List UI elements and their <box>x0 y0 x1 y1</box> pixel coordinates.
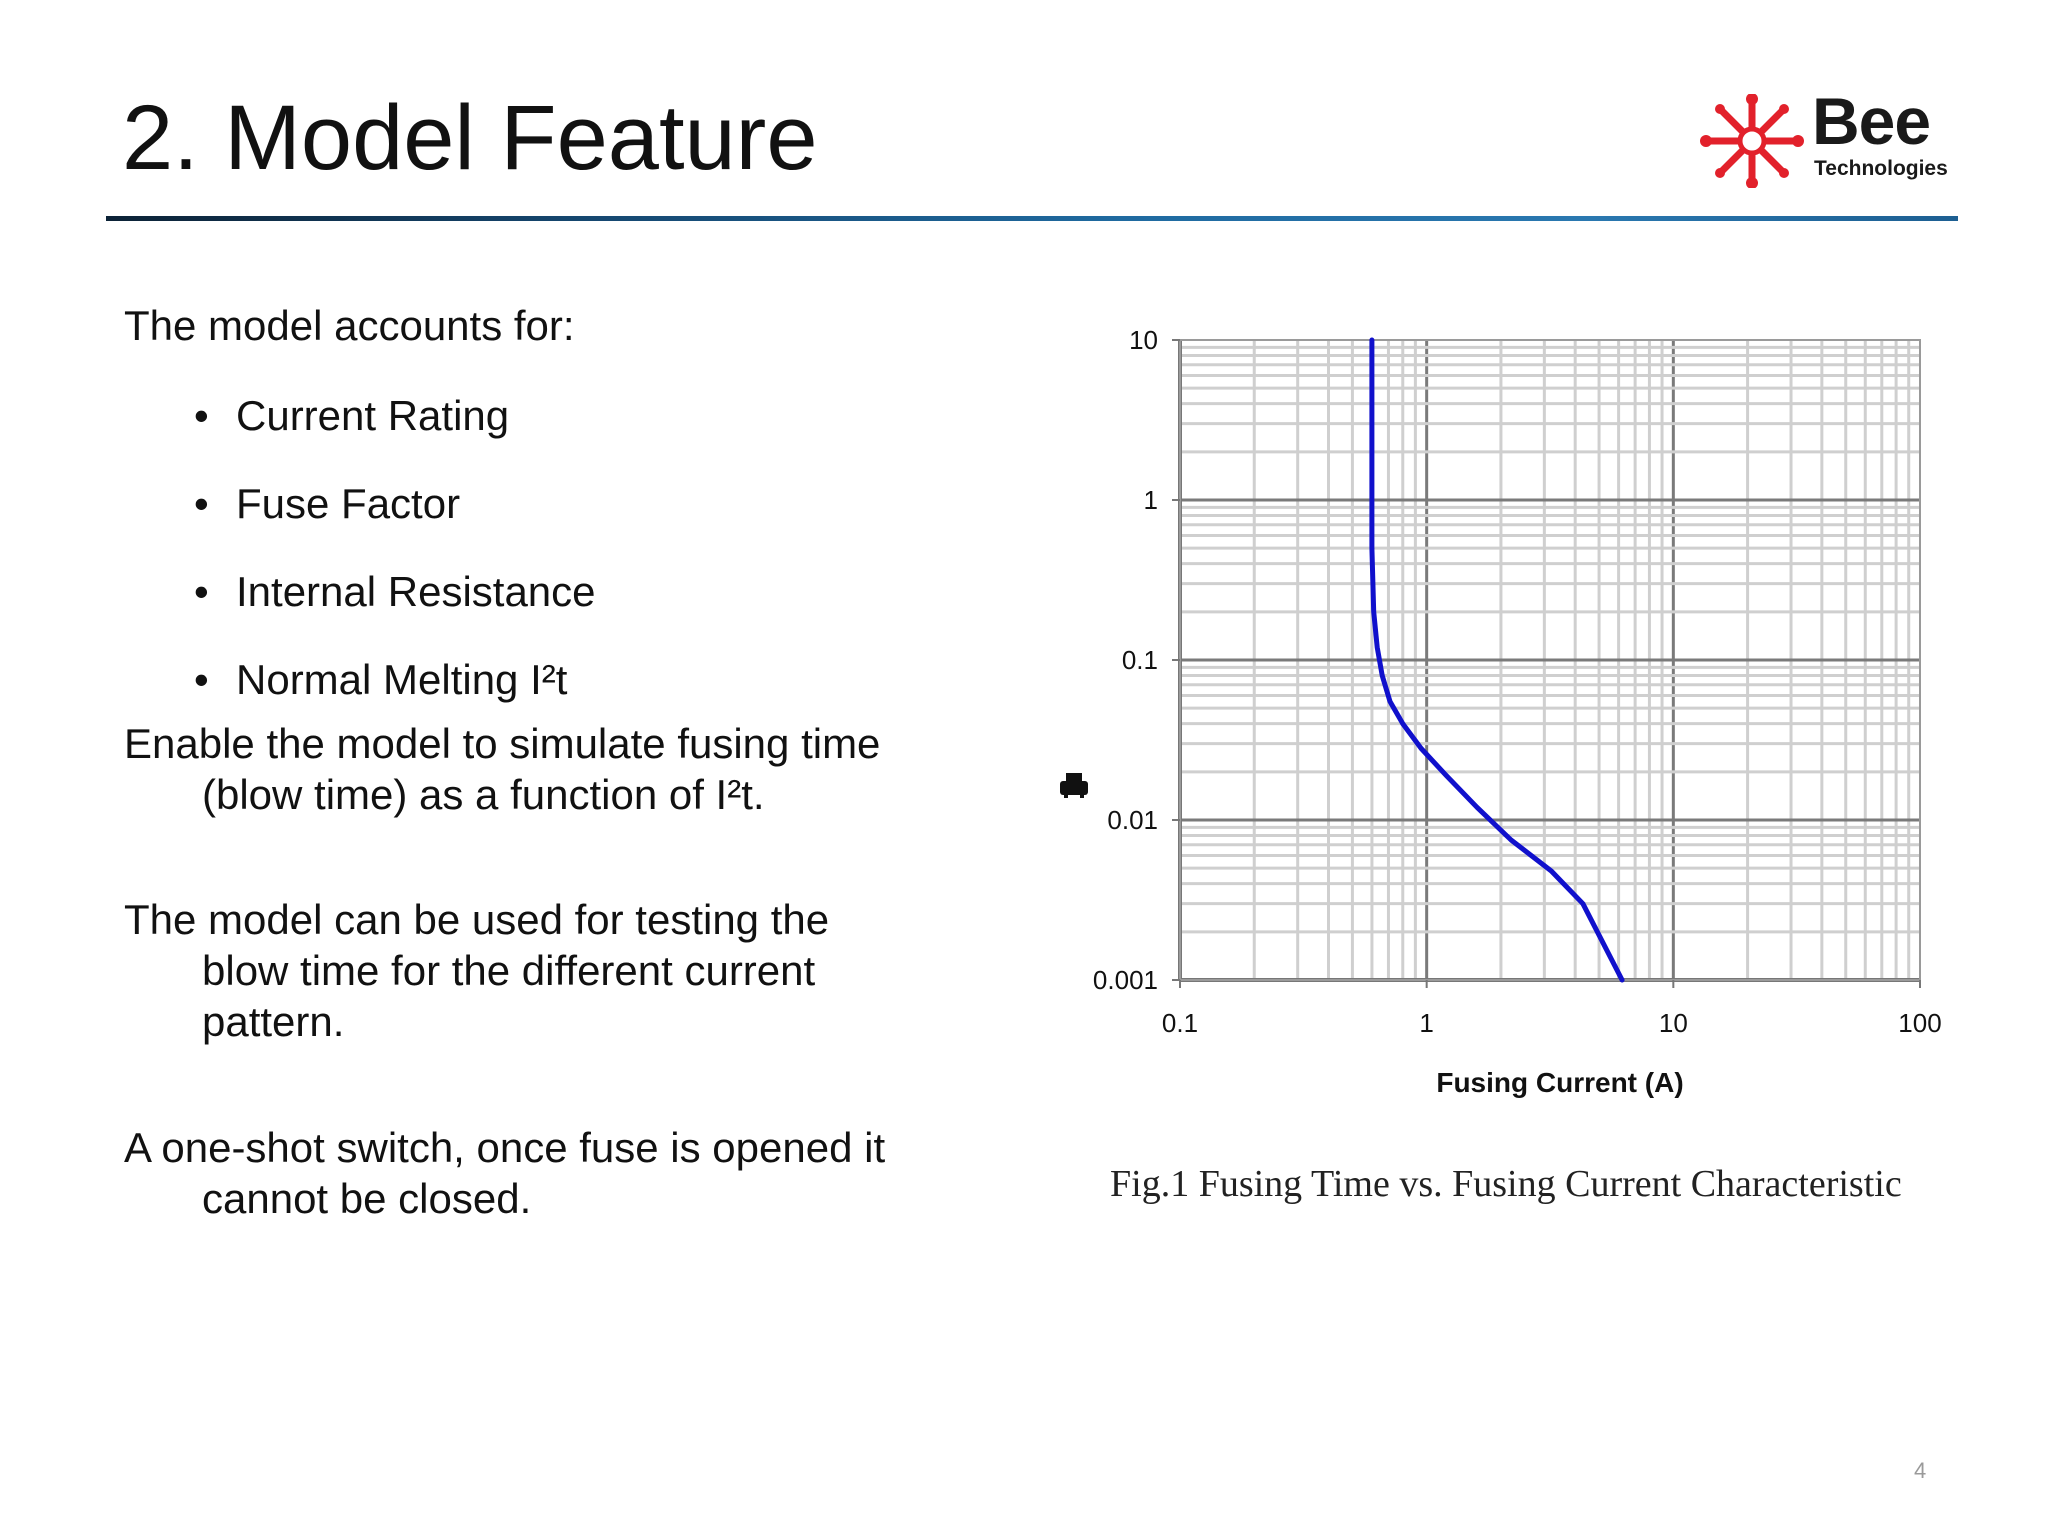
page-number: 4 <box>1914 1458 1927 1483</box>
bullet-dot-icon: • <box>194 392 209 439</box>
list-item: • Internal Resistance <box>236 560 596 648</box>
y-tick-label: 1 <box>1143 485 1158 515</box>
title-underline <box>106 216 1958 221</box>
printer-icon <box>1060 773 1088 798</box>
paragraph-simulate: Enable the model to simulate fusing time (blow time) as a function of I²t. <box>124 720 881 818</box>
bullet-dot-icon: • <box>194 480 209 527</box>
x-axis-ticks <box>1162 980 1942 1038</box>
x-axis-label: Fusing Current (A) <box>1436 1067 1684 1098</box>
figure-caption: Fig.1 Fusing Time vs. Fusing Current Characteristic <box>1110 1163 1902 1205</box>
bullet-dot-icon: • <box>194 568 209 615</box>
fusing-chart <box>1060 320 1960 1120</box>
x-tick-label: 100 <box>1898 1008 1942 1038</box>
intro-text: The model accounts for: <box>124 302 575 349</box>
logo-tagline: Technologies <box>1814 157 1948 180</box>
logo-brand: Bee <box>1812 84 1931 158</box>
x-tick-label: 0.1 <box>1161 1008 1199 1038</box>
list-item: • Fuse Factor <box>236 472 596 560</box>
x-tick-label: 1 <box>1419 1008 1434 1038</box>
feature-list <box>194 384 596 736</box>
bullet-dot-icon: • <box>194 656 209 703</box>
paragraph-testing: The model can be used for testing the blow time for the different current pattern. <box>124 896 830 1045</box>
chart-grid <box>1180 340 1920 980</box>
list-item: • Normal Melting I²t <box>236 648 596 736</box>
bee-technologies-logo <box>1700 84 1960 188</box>
x-tick-label: 10 <box>1658 1008 1688 1038</box>
y-tick-label: 0.01 <box>1107 805 1158 835</box>
paragraph-one-shot: A one-shot switch, once fuse is opened it cannot be closed. <box>124 1124 886 1222</box>
y-axis-ticks <box>1093 325 1180 995</box>
y-tick-label: 0.1 <box>1121 645 1158 675</box>
slide-title: 2. Model Feature <box>122 87 818 189</box>
y-tick-label: 10 <box>1129 325 1158 355</box>
y-tick-label: 0.001 <box>1092 965 1158 995</box>
red-starburst-icon <box>1700 94 1804 188</box>
list-item: • Current Rating <box>236 384 596 472</box>
